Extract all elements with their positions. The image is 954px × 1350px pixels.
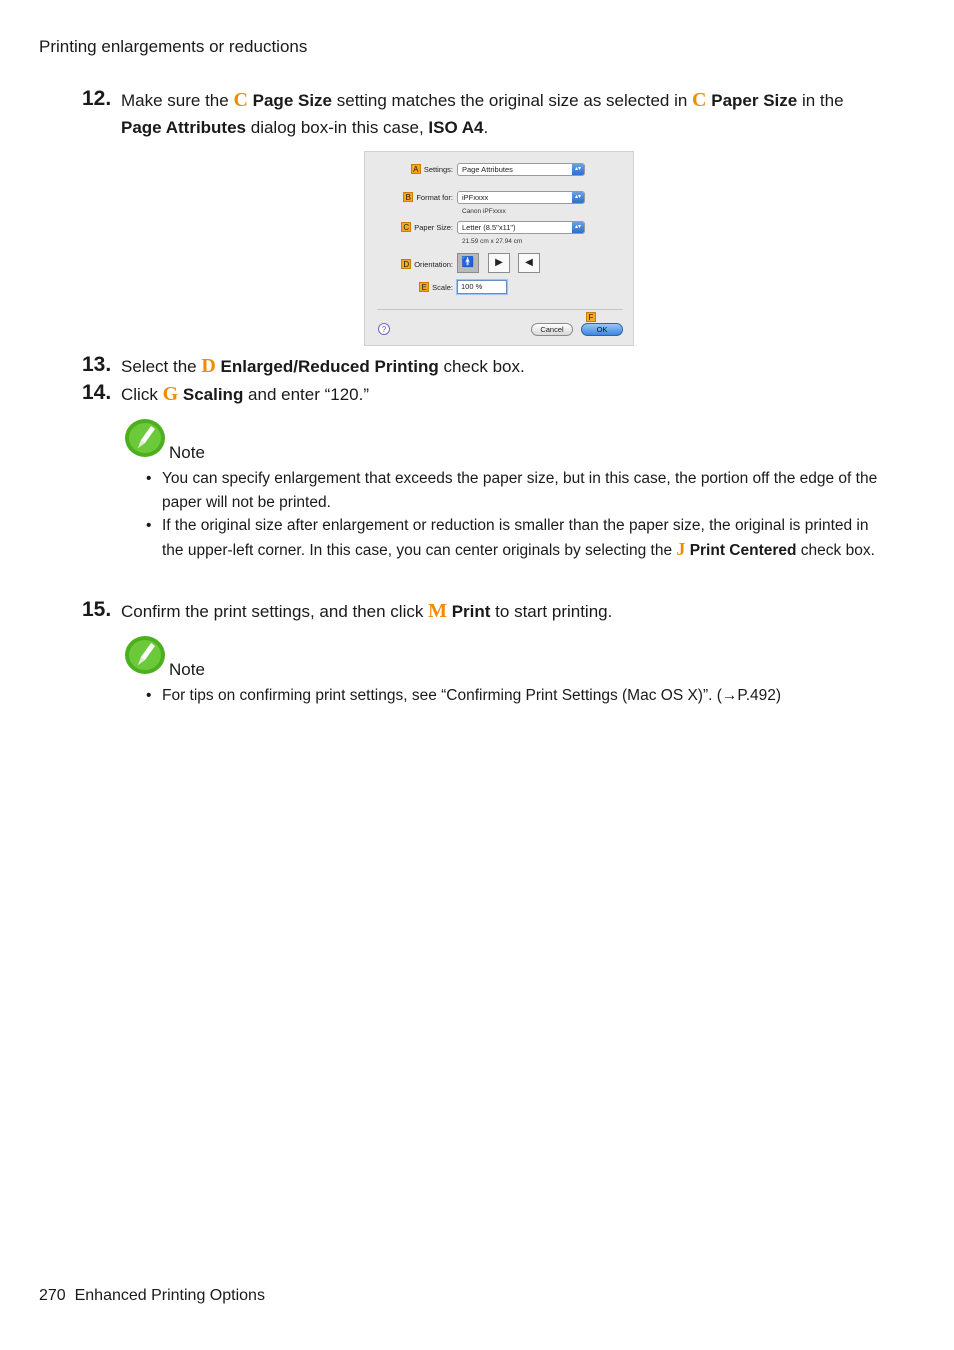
ok-button[interactable]: OK [581,323,623,336]
format-for-popup[interactable]: iPFxxxx ▴▾ [457,191,585,204]
note-bullet: • If the original size after enlargement or reduction is smaller than the paper size, the original is printed in the upper-left corner. In this case, you can center originals by selecting the J Print Centered check box. [146,517,875,559]
step-number-15: 15. [82,598,112,621]
page-header: Printing enlargements or reductions [39,37,308,56]
pencil-note-icon [124,635,166,675]
ref-letter: C [233,89,248,111]
help-icon[interactable]: ? [378,323,390,335]
orientation-reverse-landscape-icon[interactable]: ◀ [518,253,540,273]
popup-arrows-icon: ▴▾ [572,192,584,203]
callout-badge: E [419,282,429,292]
step-number-14: 14. [82,381,112,404]
cancel-button[interactable]: Cancel [531,323,573,336]
paper-size-label: C Paper Size: [385,222,453,232]
note-2-icon [124,635,166,680]
settings-label: A Settings: [385,164,453,174]
step-14-text: Click G Scaling and enter “120.” [121,383,370,405]
page-footer [39,1287,265,1305]
paper-size-dimensions: 21.59 cm x 27.94 cm [462,238,523,245]
orientation-landscape-icon[interactable]: ▶ [488,253,510,273]
scale-input[interactable]: 100 % [457,280,507,294]
page-number: 270 [39,1287,66,1304]
dialog-separator [377,309,623,310]
note-2-bullets [146,684,886,708]
ok-callout-badge: F [586,312,596,322]
format-for-label: B Format for: [385,192,453,202]
settings-popup[interactable]: Page Attributes ▴▾ [457,163,585,176]
callout-badge: D [401,259,411,269]
ref-letter: M [428,600,447,622]
page-attributes-dialog [364,151,634,346]
step-number-13: 13. [82,353,112,376]
step-12-text: Make sure the C Page Size setting matches the original size as selected in C Paper Size in the Page Attributes dialog box-in this case, ISO A4. [121,89,844,137]
note-1-bullets [146,467,886,562]
note-2-label: Note [169,660,205,679]
callout-badge: A [411,164,421,174]
footer-section: Enhanced Printing Options [74,1287,265,1304]
callout-badge: C [401,222,411,232]
callout-badge: B [403,192,413,202]
popup-arrows-icon: ▴▾ [572,222,584,233]
pencil-note-icon [124,418,166,458]
step-15-text: Confirm the print settings, and then click M Print to start printing. [121,600,613,622]
orientation-portrait-icon[interactable]: 🚹 [457,253,479,273]
note-1-icon [124,418,166,463]
step-13-text: Select the D Enlarged/Reduced Printing check box. [121,355,525,377]
ref-letter: J [676,538,686,559]
paper-size-popup[interactable]: Letter (8.5"x11") ▴▾ [457,221,585,234]
note-1-label: Note [169,443,205,462]
ref-letter: C [692,89,707,111]
ref-letter: D [201,355,216,377]
ref-letter: G [162,383,179,405]
scale-label: E Scale: [385,282,453,292]
orientation-label: D Orientation: [385,259,453,269]
popup-arrows-icon: ▴▾ [572,164,584,175]
format-for-subtitle: Canon iPFxxxx [462,208,506,215]
step-number-12: 12. [82,87,112,110]
note-bullet: • You can specify enlargement that exceeds the paper size, but in this case, the portion off the edge of the paper will not be printed. [146,470,878,511]
note-bullet: • For tips on confirming print settings, see “Confirming Print Settings (Mac OS X)”. (→P.492) [146,687,782,704]
